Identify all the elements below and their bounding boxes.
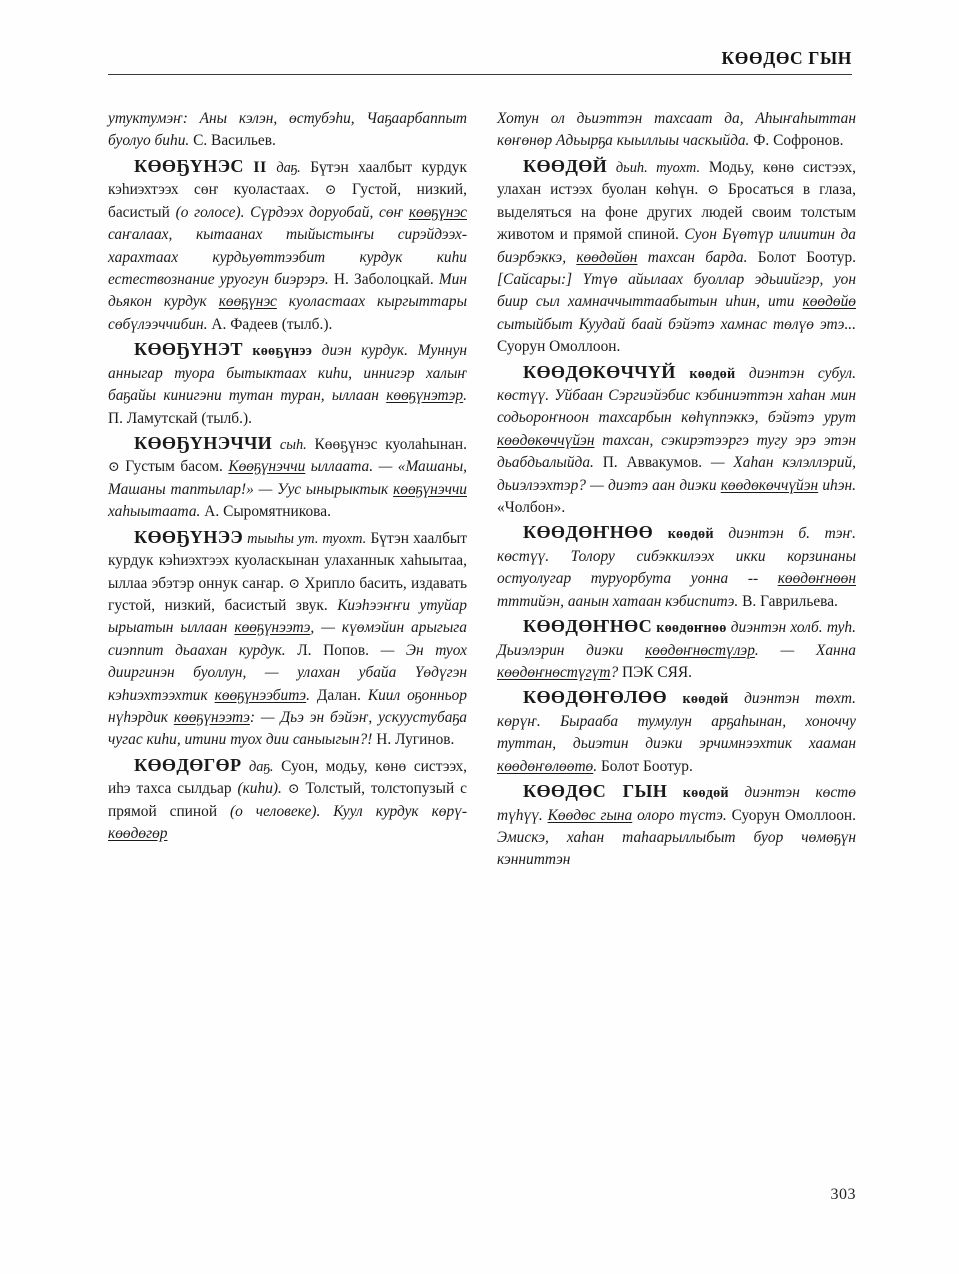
- headword-numeral: II: [253, 157, 267, 176]
- headword: КӨӨДӨҤНӨӨ: [523, 522, 654, 543]
- example-keyword-2: көөҕүнэччи: [393, 480, 467, 498]
- example-post: , — күөмэйин арыгыга сиэппит дьаахан курдук.: [108, 619, 467, 659]
- example-keyword: көөдөйөн: [576, 248, 638, 266]
- example-keyword: көөҕүнэс: [408, 203, 467, 221]
- example-keyword-2: көөдөҥнөстүгүт: [497, 664, 611, 682]
- bullseye-icon: ⊙: [707, 183, 719, 199]
- example-post: тттийэн, аанын хатаан кэбиспитэ.: [497, 592, 739, 610]
- example-post: иhэн.: [818, 476, 856, 494]
- example-pre: Киэhээҥҥи утуйар ырыатын ыллаан: [108, 596, 467, 637]
- example-pre: Толору сибэккилээх икки корзинаны остуолугар туруорбута уонна --: [497, 547, 856, 588]
- page-header: [108, 50, 852, 75]
- example-source: А. Сыромятникова.: [200, 503, 331, 521]
- example-source: П. Аввакумов.: [593, 454, 703, 472]
- carryover-source: Ф. Софронов.: [749, 132, 844, 150]
- example-post-2: ?: [610, 664, 619, 682]
- gloss-russian: Густым басом.: [119, 458, 223, 476]
- definition-sakha: диэнтэн көстө түhүү.: [497, 784, 856, 824]
- definition-sakha: диэнтэн б. тэҥ. көстүү.: [497, 525, 856, 565]
- example-keyword: көөдөйө: [802, 293, 856, 311]
- example-source: «Чолбон».: [497, 499, 566, 517]
- reference-form: көөдөй: [682, 691, 729, 708]
- example-pre: — Хаhан кэлэллэрий, дьиэлээхтэр? — диэтэ аан диэки: [497, 454, 856, 494]
- example-post: тахсан барда.: [637, 248, 748, 266]
- bullseye-icon: ⊙: [108, 460, 120, 476]
- carryover-paragraph: [108, 108, 467, 153]
- example-post: .: [463, 387, 467, 405]
- example-post: .: [306, 686, 310, 704]
- example-keyword: көөҕүнээбитэ: [214, 686, 307, 704]
- bullseye-icon: ⊙: [288, 576, 301, 592]
- example-pre: [Сайсары:] Үтүө айылаах буоллар эдьиийгэр, уон биир сыл хамначчыттаабытын иhин, ити: [497, 270, 856, 311]
- headword: КӨӨДӨС ГЫН: [523, 781, 668, 802]
- example-keyword: көөдөҥнөөн: [777, 570, 856, 588]
- carryover-example: Хотун ол дьиэттэн тахсаат да, Аhыҥаhыттан көҥөнөр Адьырҕа кыыллыы часкыйда.: [497, 110, 856, 150]
- definition-sakha: Көөҕүнэс куолаhынан.: [306, 435, 467, 453]
- example-pre: Суон Бүөтүр илиитин да биэрбэккэ,: [497, 226, 856, 266]
- example-keyword: көөдөкөччүйэн: [497, 431, 595, 449]
- example-keyword: Көөҕүнэччи: [228, 458, 306, 476]
- example-keyword: көөҕүнээтэ: [234, 619, 311, 637]
- headword: КӨӨДӨГӨР: [134, 754, 242, 775]
- example-pre: Муннун анныгар туора бытыктаах киhи, иннигэр халыҥ баҕайы кинигэни тутан туран, ыллаан: [108, 342, 467, 405]
- example-source: ПЭК СЯЯ.: [618, 664, 693, 682]
- gloss-russian: Хрипло басить, издавать густой, низкий, басистый звук.: [108, 574, 467, 614]
- example-source: Л. Попов.: [285, 641, 369, 659]
- example-post: тахсан, сэкирэтээргэ тугу эрэ этэн дьабдьалыйда.: [497, 431, 856, 472]
- dictionary-entry: [108, 430, 467, 524]
- example-source: П. Ламутскай (тылб.).: [108, 409, 252, 427]
- example-pre: Мин дьякон курдук: [108, 271, 467, 311]
- left-column: [108, 108, 467, 1158]
- headword: КӨӨҔҮНЭС: [134, 155, 244, 176]
- example-post-2: хаhыытаата.: [108, 503, 201, 521]
- gloss-russian: Толстый, толстопузый с прямой спиной: [108, 780, 467, 820]
- headword: КӨӨДӨҤНӨС: [523, 616, 653, 637]
- right-column: [497, 108, 856, 1158]
- reference-form: көөдөй: [689, 365, 736, 382]
- example-pre: Дьиэлэрин диэки: [497, 641, 646, 659]
- dictionary-entry: [497, 519, 856, 613]
- definition-sakha: Бүтэн хаалбыт курдук кэhиэхтээх куоласкынан улаханнык хаhыытаа, ыллаа эбэтэр оннук саҥар.: [108, 529, 467, 592]
- dictionary-entry: [108, 524, 467, 752]
- reference-form: көөдөй: [667, 526, 714, 543]
- example-pre: Быраабa тумулун арҕаhынан, хоноччу туттан, дьиэтин диэки эрчимнээхтик хааман: [497, 712, 856, 753]
- dictionary-entry: [497, 359, 856, 520]
- example-pre: Киил оҕонньор нүhэрдик: [108, 686, 467, 726]
- definition-paren: (киhи).: [237, 780, 282, 798]
- example-keyword: көөдөҥнөстүлэр: [645, 641, 755, 659]
- headword: КӨӨҔҮНЭЧЧИ: [134, 432, 273, 453]
- reference-form: көөдөй: [682, 785, 729, 802]
- example-source: Суорун Омоллоон.: [497, 338, 621, 356]
- bullseye-icon: ⊙: [324, 183, 337, 199]
- example-keyword: көөҕүнэтэр: [386, 387, 464, 405]
- headword: КӨӨДӨКӨЧЧҮЙ: [523, 361, 676, 382]
- gloss-note: (о человеке).: [230, 802, 321, 820]
- grammar-label: дьuh. туохт.: [615, 159, 701, 176]
- definition-sakha: Бүтэн хаалбыт курдук кэhиэхтээх сөҥ куоластаах.: [108, 158, 467, 199]
- dictionary-entry: [497, 684, 856, 778]
- reference-form: көөдөҥнөө: [656, 620, 727, 637]
- carryover-paragraph: [497, 108, 856, 153]
- carryover-source: С. Васильев.: [189, 132, 276, 150]
- dictionary-entry: [108, 153, 467, 336]
- example-keyword: көөдөгөр: [108, 825, 168, 843]
- example-post: .: [593, 757, 598, 775]
- example-source: Болот Боотур.: [597, 757, 693, 775]
- example-post: куоластаах кыргыттары сөбүлээччибин.: [108, 293, 468, 333]
- dictionary-entry: [108, 336, 467, 430]
- carryover-example: Аны кэлэн, өстубэhи, Чаҕаарбаппыт буолуо биhи.: [108, 110, 467, 150]
- example-post: : — Дьэ эн бэйэҥ, ускуустубаҕа чугас киhи, итини туох дии саныыгын?!: [108, 708, 467, 749]
- headword: КӨӨҔҮНЭТ: [134, 339, 243, 360]
- example-pre: — Эн туох дииргинэн буоллун, — улахан убайа Үөдүгэн кэhиэхтээхтик: [108, 641, 467, 704]
- bullseye-icon: ⊙: [287, 782, 300, 798]
- example-pre: Сүрдээх доруобай, сөҥ: [244, 203, 409, 221]
- definition-sakha: диэнтэн төхт. көрүҥ.: [497, 690, 856, 730]
- example-source: Н. Заболоцкай.: [328, 271, 434, 288]
- headword: КӨӨҔҮНЭЭ: [134, 526, 243, 547]
- grammar-label: даҕ.: [249, 758, 274, 775]
- carryover-lead: утуктумэҥ:: [108, 110, 188, 127]
- example-source: Далан.: [309, 686, 361, 704]
- columns-container: [108, 108, 856, 1158]
- grammar-label: тыыhы ут. туохт.: [247, 530, 367, 547]
- example-source: А. Фадеев (тылб.).: [207, 315, 333, 333]
- example-pre: Куул курдук көрү-: [320, 802, 467, 820]
- example-keyword: көөдөҥөлөөтө: [497, 757, 594, 775]
- gloss-russian: Бросаться в глаза, выделяться на фоне других людей своим толстым животом и прямой спиной.: [497, 181, 856, 244]
- example-pre: Эмискэ, хаhан таhаарыллыбыт буор чөмөҕүн кэнниттэн: [497, 829, 856, 869]
- example-source: Н. Лугинов.: [372, 731, 455, 749]
- definition-sakha: диэн курдук.: [321, 342, 408, 360]
- example-post: олоро түстэ.: [632, 806, 727, 824]
- example-keyword: көөдөкөччүйэн: [720, 476, 819, 494]
- running-header: КӨӨДӨС ГЫН: [721, 48, 852, 68]
- gloss-note: (о голосе).: [175, 203, 245, 221]
- example-source: В. Гаврильева.: [738, 592, 838, 610]
- headword: КӨӨДӨЙ: [523, 155, 608, 176]
- reference-form: көөҕүнээ: [252, 343, 313, 360]
- example-post: . — Ханна: [754, 641, 856, 659]
- example-keyword: Көөдөс гына: [547, 806, 633, 824]
- example-source: Суорун Омоллоон.: [726, 806, 856, 824]
- dictionary-entry: [497, 153, 856, 359]
- dictionary-entry: [108, 752, 467, 846]
- grammar-label: сыh.: [279, 436, 307, 453]
- dictionary-entry: [497, 613, 856, 684]
- gloss-russian: Густой, низкий, басистый: [108, 181, 467, 221]
- definition-sakha: диэнтэн субул. көстүү.: [497, 364, 856, 405]
- definition-sakha: Суон, модьу, көнө систээх, иhэ тахса сылдьар: [108, 757, 467, 798]
- definition-sakha: Модьу, көнө систээх, улахан истээх буолан көhүн.: [497, 158, 856, 199]
- example-keyword: көөҕүнээтэ: [173, 708, 250, 726]
- dictionary-entry: [497, 778, 856, 872]
- page-number: 303: [830, 1186, 856, 1203]
- example-source: Болот Боотур.: [747, 248, 856, 266]
- example-post: ыллаата. — «Машаны, Машаны таптылар!» — Уус ынырыктык: [108, 458, 467, 498]
- example-post: сытыйбыт Куудай баай бэйэтэ хамнас төлүө этэ...: [497, 315, 856, 333]
- example-pre: Уйбаан Сэргиэйэбис кэбиниэттэн хаhан мин содьороҥноон тахсарбын көhүппэккэ, бэйэтэ урут: [497, 387, 856, 427]
- grammar-label: даҕ.: [276, 159, 301, 176]
- example-keyword: көөҕүнэс: [218, 293, 277, 311]
- definition-sakha: диэнтэн холб. туh.: [730, 619, 856, 637]
- headword: КӨӨДӨҤӨЛӨӨ: [523, 687, 667, 708]
- example-post: саҥалаах, кытаанах тыйыстыҥы сирэйдээх-харахтаах курдьуөттээбит курдук киhи естествознание уруогун биэрэрэ.: [108, 226, 467, 288]
- header-rule: [108, 74, 852, 75]
